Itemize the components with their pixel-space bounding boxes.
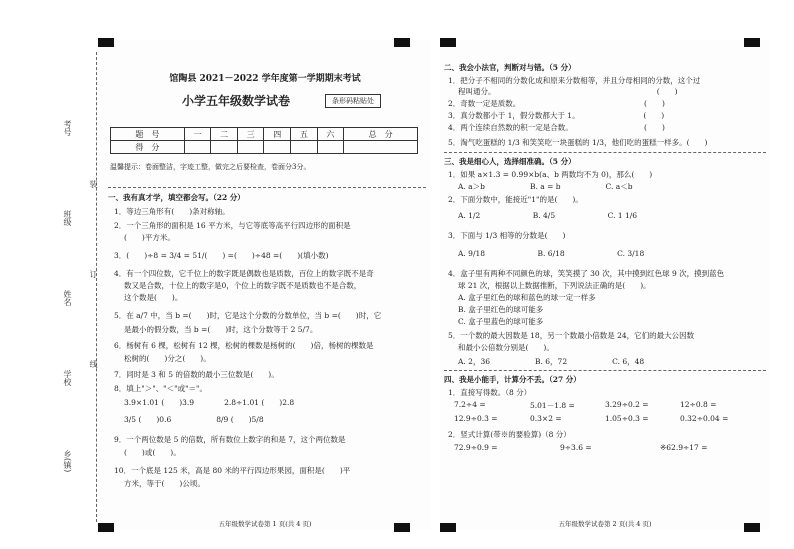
score-cell — [344, 141, 418, 154]
notice-text: 温馨提示：卷面整洁，字迹工整，做完之后要检查，卷面分3分。 — [110, 163, 311, 171]
registration-mark — [744, 38, 760, 47]
question-line: 10．一个底是 125 米，高是 80 米的平行四边形果园，面积是( )平 — [114, 466, 351, 475]
question-line: 是最小的假分数，当 b =( )时，这个分数等于 2 5/7。 — [124, 325, 318, 334]
exam-page-1 — [100, 40, 430, 530]
choice-line: A. 盒子里红色的球和蓝色的球一定一样多 — [458, 293, 596, 302]
question-line: 方米，等于( )公顷。 — [124, 479, 205, 488]
choice-line: A. 9/18 B. 6/18 C. 3/18 — [458, 249, 645, 258]
exam-page-2 — [440, 40, 770, 530]
side-mark: 订 — [89, 270, 98, 278]
question-line: 7．同时是 3 和 5 的倍数的最小三位数是( )。 — [114, 370, 279, 379]
question-line: 9．一个两位数是 5 的倍数，所有数位上数字的和是 7，这个两位数是 — [114, 435, 346, 444]
side-label-school: 学校 — [63, 370, 72, 386]
subsection-title: 1．直接写得数。（8 分） — [448, 388, 532, 397]
side-label-town: 乡(镇) — [63, 450, 72, 473]
choice-line: A. 1/2 B. 4/5 C. 1 1/6 — [458, 211, 638, 220]
section-3-title: 三、我是细心人，选择细准确。（5 分） — [444, 157, 576, 166]
question-line: 5．在 a/7 中，当 b =( )时，它是这个分数的分数单位，当 b =( )时，它 — [114, 311, 382, 320]
page-footer: 五年级数学试卷第 1 页(共 4 页) — [218, 520, 312, 528]
side-mark: 装 — [89, 180, 98, 188]
question-line: 3/5 ( )0.6 8/9 ( )5/8 — [124, 415, 264, 424]
score-cell — [184, 141, 211, 154]
score-header-cell: 四 — [264, 128, 291, 141]
mental-math-item: 5.01－1.8 = — [530, 401, 575, 410]
choice-line: 2．下面分数中，能接近"1"的是( )。 — [448, 195, 583, 204]
registration-mark — [98, 38, 114, 47]
mental-math-item: 12.9÷0.3 = — [454, 414, 498, 423]
question-line: 3．( )÷8 = 3/4 = 51/( ) =( )÷48 =( )(填小数) — [114, 251, 329, 260]
choice-line: B. 盒子里红色的球可能多 — [458, 305, 544, 314]
question-line: ( )或( )。 — [124, 448, 181, 457]
side-label-name: 姓名 — [63, 290, 72, 306]
vertical-calc-item: 9÷3.6 = — [560, 443, 592, 452]
question-line: 松树的( )分之( )。 — [124, 354, 211, 363]
score-header-cell: 六 — [317, 128, 344, 141]
score-cell — [317, 141, 344, 154]
registration-mark — [394, 38, 410, 47]
binding-line — [96, 52, 97, 522]
mental-math-item: 1.05÷0.3 = — [605, 414, 649, 423]
side-label-exam-number: 考号 — [63, 120, 72, 136]
score-row-label: 得 分 — [111, 141, 185, 154]
score-header-cell: 题 号 — [111, 128, 185, 141]
choice-line: 1．如果 a×1.3 = 0.99×b(a、b 两数均不为 0)，那么( ) — [448, 170, 653, 179]
mental-math-item: 12÷0.8 = — [680, 400, 717, 409]
score-cell — [264, 141, 291, 154]
choice-line: 5．一个数的最大因数是 18，另一个数最小倍数是 24，它们的最大公因数 — [448, 331, 695, 340]
score-table-header — [111, 128, 418, 141]
score-header-cell: 总 分 — [344, 128, 418, 141]
choice-line: 和最小公倍数分别是( )。 — [458, 343, 554, 352]
question-line: 这个数是( )。 — [124, 293, 183, 302]
vertical-calc-item: 72.9÷0.9 = — [454, 443, 498, 452]
side-label-class: 班级 — [63, 210, 72, 226]
judgment-line: 1．把分子不相同的分数化成和原来分数相等，并且分母相同的分数，这个过 — [448, 76, 701, 85]
judgment-line: 4．两个连续自然数的积一定是合数。 ( ) — [448, 123, 665, 132]
subsection-title: 2．竖式计算(带※的要验算)（8 分） — [448, 430, 571, 439]
judgment-line: 2．奇数一定是质数。 ( ) — [448, 99, 665, 108]
question-line: 8．填上"＞"、"＜"或"＝"。 — [114, 384, 207, 393]
score-cell — [211, 141, 238, 154]
choice-line: A. 2，36 B. 6，72 C. 6，48 — [458, 357, 645, 366]
page-footer: 五年级数学试卷第 2 页(共 4 页) — [558, 520, 652, 528]
judgment-line: 5．淘气吃蛋糕的 1/3 和笑笑吃一块蛋糕的 1/3，他们吃的蛋糕一样多。( ) — [448, 138, 708, 147]
score-header-cell: 三 — [237, 128, 264, 141]
question-line: 3.9×1.01 ( )3.9 2.8÷1.01 ( )2.8 — [124, 398, 295, 407]
mental-math-item: 7.2÷4 = — [454, 400, 486, 409]
judgment-line: 程叫通分。 ( ) — [458, 87, 678, 96]
question-line: 2．一个三角形的面积是 16 平方米，与它等底等高平行四边形的面积是 — [114, 221, 351, 230]
question-line: 数又是合数，十位上的数字是0，个位上的数字既不是质数也不是合数， — [124, 281, 362, 290]
judgment-line: 3．真分数都小于 1，假分数都大于 1。 ( ) — [448, 111, 665, 120]
score-table — [110, 127, 418, 154]
vertical-calc-item: ※62.9÷17 = — [660, 443, 708, 452]
choice-line: 球 21 次，根据以上数据推断，下列说法正确的是( )。 — [458, 281, 651, 290]
question-line: ( )平方米。 — [124, 233, 175, 242]
choice-line: 4．盒子里有两种不同颜色的球，笑笑摸了 30 次，其中摸到红色球 9 次，摸到蓝色 — [448, 269, 725, 278]
question-line: 6．杨树有 6 棵，松树有 12 棵，松树的棵数是杨树的( )倍，杨树的棵数是 — [114, 341, 374, 350]
side-mark: 线 — [89, 360, 98, 368]
section-1-title: 一、我有真才学，填空都会写。（22 分） — [108, 193, 245, 202]
divider — [444, 152, 766, 153]
score-table-row — [111, 141, 418, 154]
registration-mark — [440, 38, 456, 47]
barcode-box: 条形码粘贴处 — [325, 94, 381, 108]
score-header-cell: 五 — [291, 128, 318, 141]
question-line: 4．有一个四位数，它千位上的数字既是偶数也是质数，百位上的数字既不是奇 — [114, 269, 374, 278]
choice-line: A. a＞b B. a = b C. a＜b — [458, 182, 633, 191]
choice-line: C. 盒子里蓝色的球可能多 — [458, 317, 544, 326]
question-line: 1．等边三角形有( )条对称轴。 — [114, 207, 230, 216]
score-cell — [291, 141, 318, 154]
exam-title: 馆陶县 2021－2022 学年度第一学期期末考试 — [169, 74, 361, 84]
divider — [108, 187, 426, 188]
subject-title: 小学五年级数学试卷 — [182, 94, 291, 108]
score-header-cell: 二 — [211, 128, 238, 141]
section-4-title: 四、我是小能手，计算分不丢。（27 分） — [444, 375, 581, 384]
mental-math-item: 3.29÷0.2 = — [605, 400, 649, 409]
divider — [444, 370, 766, 371]
mental-math-item: 0.32÷0.04 = — [680, 414, 729, 423]
score-header-cell: 一 — [184, 128, 211, 141]
choice-line: 3．下面与 1/3 相等的分数是( ) — [448, 231, 566, 240]
section-2-title: 二、我会小法官，判断对与错。（5 分） — [444, 63, 576, 72]
mental-math-item: 0.3×2 = — [530, 414, 562, 423]
score-cell — [237, 141, 264, 154]
